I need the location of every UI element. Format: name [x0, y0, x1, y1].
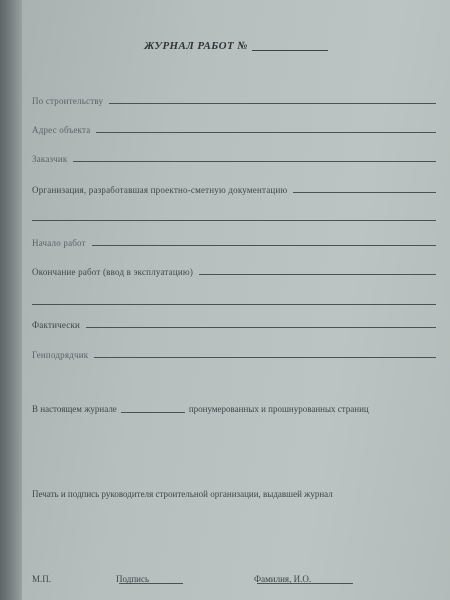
field-general-contractor — [32, 350, 436, 360]
signature-label: Подпись — [116, 574, 150, 584]
journal-title — [22, 40, 450, 52]
field-start-line[interactable] — [92, 244, 436, 246]
field-design-org-line[interactable] — [293, 191, 436, 193]
field-customer-line[interactable] — [73, 160, 436, 162]
field-actual-label: Фактически — [32, 320, 81, 330]
field-end-line-2[interactable] — [32, 304, 436, 305]
field-end-label: Окончание работ (ввод в эксплуатацию) — [32, 267, 194, 277]
field-design-org-line-2[interactable] — [32, 220, 436, 221]
pages-count-prefix: В настоящем журнале — [32, 404, 117, 414]
field-actual-line[interactable] — [86, 326, 436, 328]
field-end — [32, 267, 436, 277]
field-customer-label: Заказчик — [32, 154, 68, 164]
field-construction-line[interactable] — [109, 102, 436, 104]
field-customer — [32, 154, 436, 164]
field-design-org-label: Организация, разработавшая проектно-сметную документацию — [32, 185, 288, 195]
pages-count-blank[interactable] — [121, 412, 185, 413]
field-start-label: Начало работ — [32, 238, 86, 248]
signature-line[interactable] — [119, 574, 183, 584]
pages-count-suffix: пронумерованных и прошнурованных страниц — [188, 404, 369, 414]
journal-title-page — [22, 0, 450, 600]
field-address — [32, 125, 436, 135]
journal-number-blank[interactable] — [252, 50, 328, 51]
stamp-signature-note: Печать и подпись руководителя строительной организации, выдавшей журнал — [32, 489, 333, 499]
field-start — [32, 238, 436, 248]
field-address-line[interactable] — [96, 131, 436, 133]
field-design-org — [32, 185, 436, 195]
field-end-line[interactable] — [199, 273, 436, 275]
field-actual — [32, 320, 436, 330]
journal-title-text: ЖУРНАЛ РАБОТ № — [144, 40, 248, 52]
field-general-contractor-label: Генподрядчик — [32, 350, 89, 360]
field-general-contractor-line[interactable] — [94, 356, 436, 358]
field-address-label: Адрес объекта — [32, 125, 91, 135]
pages-count-note — [32, 404, 440, 414]
book-binding-shadow — [0, 0, 22, 600]
surname-label: Фамилия, И.О. — [254, 574, 312, 584]
field-construction-label: По строительству — [32, 96, 104, 106]
surname-line[interactable] — [257, 574, 353, 584]
field-construction — [32, 96, 436, 106]
stamp-place-label: М.П. — [32, 574, 52, 584]
